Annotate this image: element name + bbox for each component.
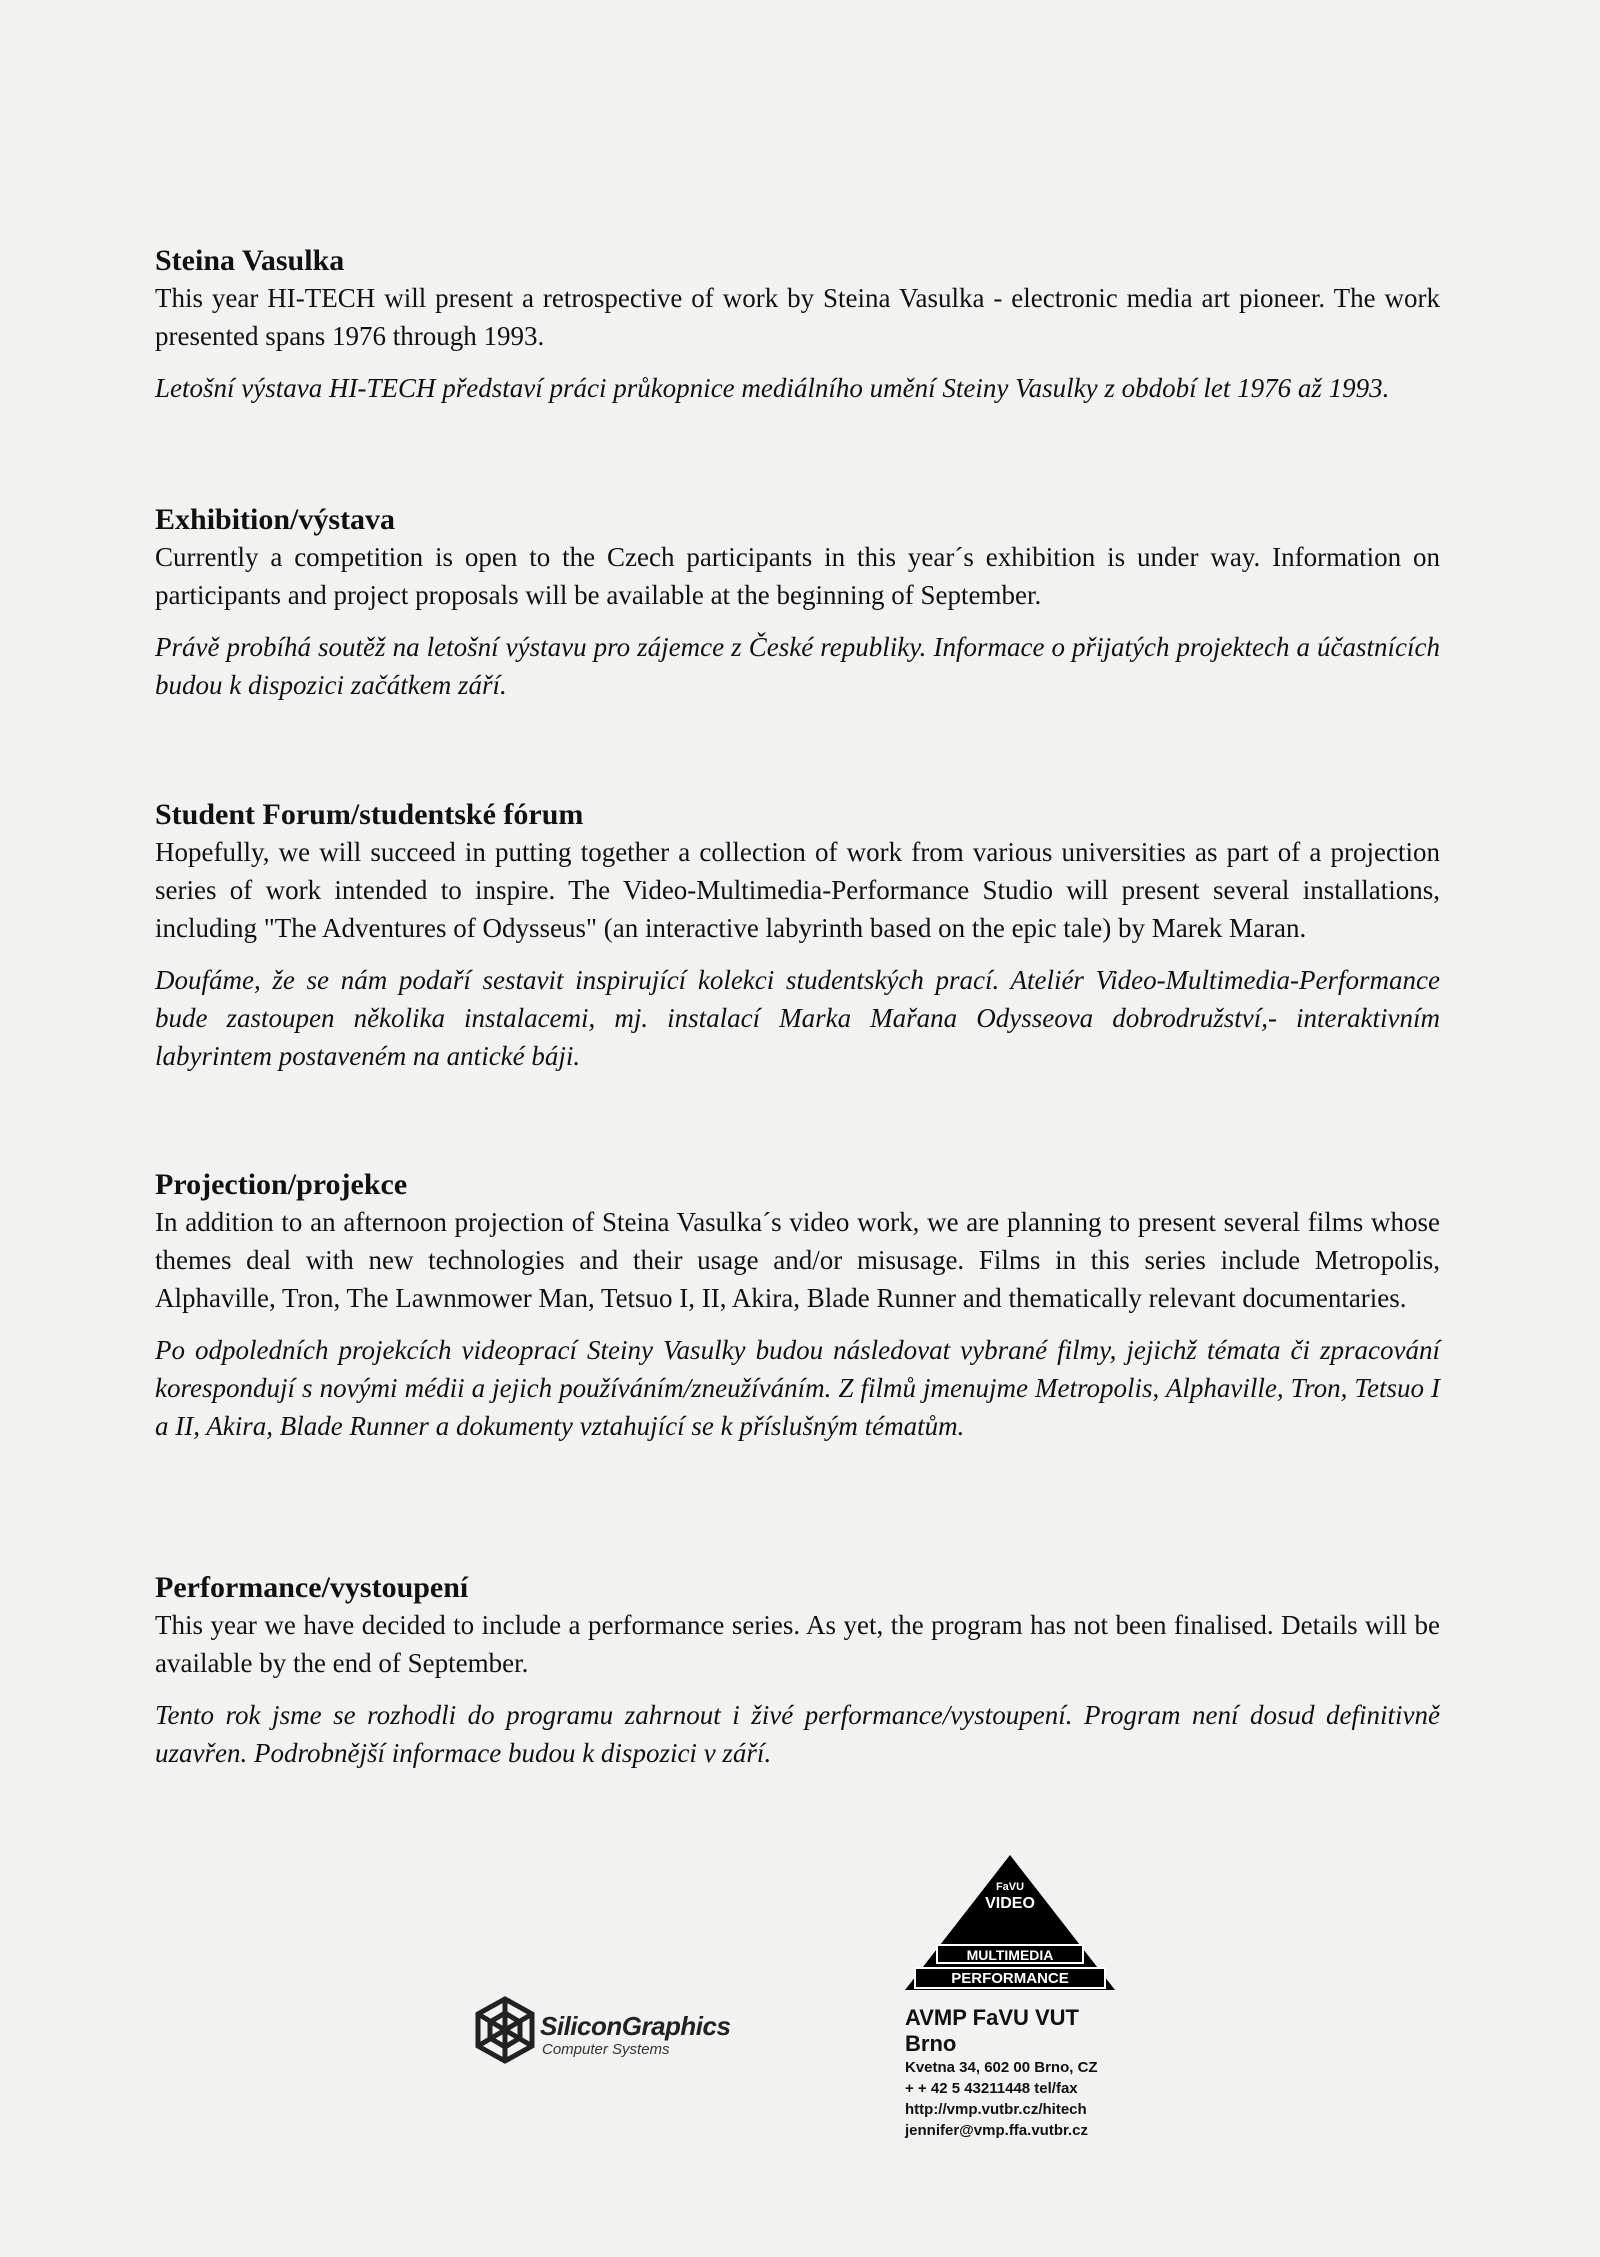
contact-address: Kvetna 34, 602 00 Brno, CZ xyxy=(905,2059,1098,2076)
section-text-cz: Po odpoledních projekcích videoprací Steiny Vasulky budou následovat vybrané filmy, jejichž témata či zpracování korespondují s novými médii a jejich používáním/zneužíváním. Z filmů jmenujme Metropolis, Alphaville, Tron, Tetsuo I a II, Akira, Blade Runner a dokumenty vztahující se k příslušným tématům. xyxy=(155,1335,1440,1441)
logo-performance: PERFORMANCE xyxy=(951,1970,1069,1987)
logo-video: VIDEO xyxy=(985,1895,1035,1912)
section-text-en: This year HI-TECH will present a retrospective of work by Steina Vasulka - electronic media art pioneer. The work presented spans 1976 through 1993. xyxy=(155,283,1440,351)
contact-title: AVMP FaVU VUT Brno xyxy=(905,2005,1079,2056)
section-text-en: Currently a competition is open to the Czech participants in this year´s exhibition is under way. Information on participants and project proposals will be available at the beginning of September. xyxy=(155,542,1440,610)
section-steina-vasulka xyxy=(155,243,1440,407)
section-heading: Exhibition/výstava xyxy=(155,503,396,536)
section-student-forum xyxy=(155,797,1440,1075)
section-text-cz: Tento rok jsme se rozhodli do programu zahrnout i živé performance/vystoupení. Program není dosud definitivně uzavřen. Podrobnější informace budou k dispozici v září. xyxy=(155,1700,1440,1768)
section-exhibition xyxy=(155,502,1440,704)
section-text-en: In addition to an afternoon projection of Steina Vasulka´s video work, we are planning to present several films whose themes deal with new technologies and their usage and/or misusage. Films in this series include Metropolis, Alphaville, Tron, The Lawnmower Man, Tetsuo I, II, Akira, Blade Runner and thematically relevant documentaries. xyxy=(155,1207,1440,1313)
section-text-cz: Letošní výstava HI-TECH představí práci průkopnice mediálního umění Steiny Vasulky z období let 1976 až 1993. xyxy=(155,373,1390,403)
silicon-graphics-logo-icon xyxy=(470,1995,540,2065)
avmp-block xyxy=(905,1855,1115,2139)
contact-phone: + + 42 5 43211448 tel/fax xyxy=(905,2080,1078,2097)
section-text-en: Hopefully, we will succeed in putting together a collection of work from various universities as part of a projection series of work intended to inspire. The Video-Multimedia-Performance Studio will present several installations, including "The Adventures of Odysseus" (an interactive labyrinth based on the epic tale) by Marek Maran. xyxy=(155,837,1440,943)
section-text-cz: Právě probíhá soutěž na letošní výstavu pro zájemce z České republiky. Informace o přijatých projektech a účastnících budou k dispozici začátkem září. xyxy=(155,632,1440,700)
section-projection xyxy=(155,1167,1440,1445)
section-heading: Performance/vystoupení xyxy=(155,1571,469,1604)
section-text-en: This year we have decided to include a performance series. As yet, the program has not been finalised. Details will be available by the end of September. xyxy=(155,1610,1440,1678)
section-heading: Projection/projekce xyxy=(155,1168,408,1201)
sponsor-subtitle: Computer Systems xyxy=(542,2041,670,2058)
contact-url[interactable]: http://vmp.vutbr.cz/hitech xyxy=(905,2101,1087,2118)
logo-favu: FaVU xyxy=(995,1881,1025,1893)
section-heading: Steina Vasulka xyxy=(155,244,345,277)
sponsor-name: SiliconGraphics xyxy=(540,2011,731,2041)
section-heading: Student Forum/studentské fórum xyxy=(155,798,584,831)
section-performance xyxy=(155,1570,1440,1772)
contact-info xyxy=(905,2005,1115,2141)
silicon-graphics-logo xyxy=(470,1995,750,2075)
logo-multimedia: MULTIMEDIA xyxy=(966,1947,1054,1963)
contact-email[interactable]: jennifer@vmp.ffa.vutbr.cz xyxy=(905,2122,1088,2139)
section-text-cz: Doufáme, že se nám podaří sestavit inspirující kolekci studentských prací. Ateliér Video-Multimedia-Performance bude zastoupen několika instalacemi, mj. instalací Marka Mařana Odysseova dobrodružství,- interaktivním labyrintem postaveném na antické báji. xyxy=(155,965,1440,1071)
